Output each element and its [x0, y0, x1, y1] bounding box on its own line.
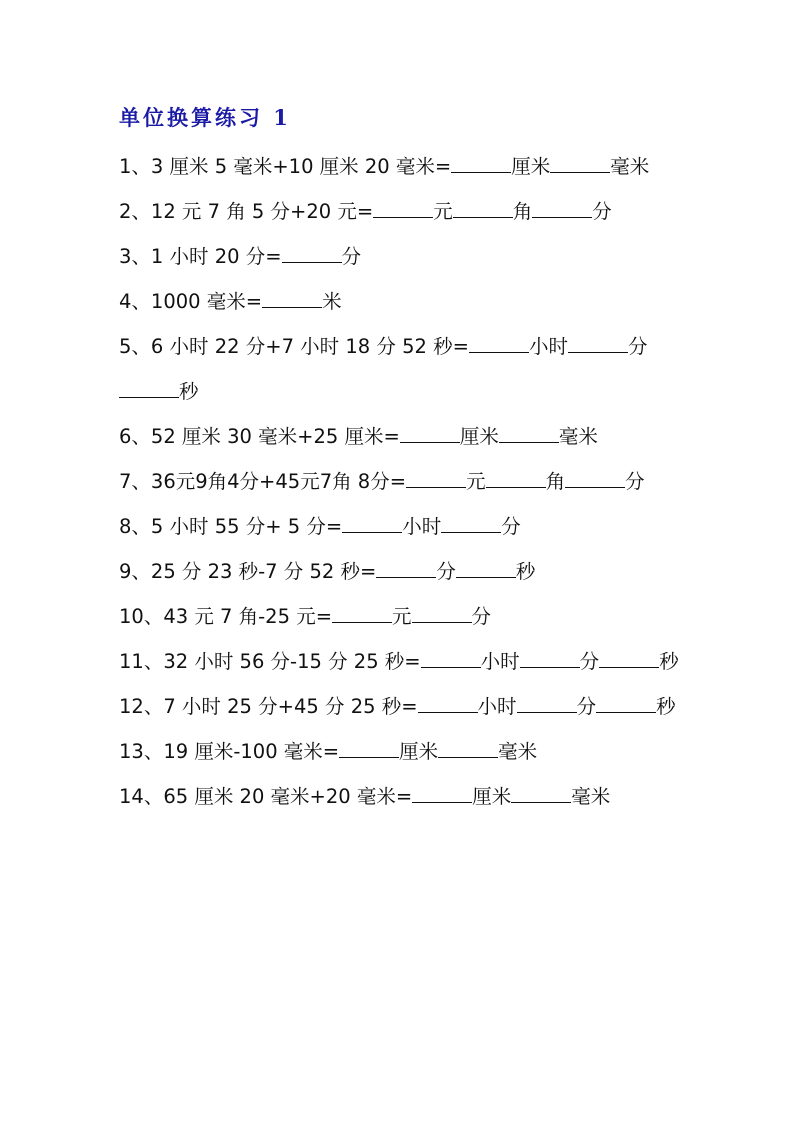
question-number: 11、 — [119, 650, 164, 673]
worksheet-page — [119, 100, 679, 819]
question-item — [119, 324, 679, 414]
answer-blank[interactable] — [550, 156, 610, 173]
question-number: 2、 — [119, 200, 151, 223]
question-expression: 52 厘米 30 毫米+25 厘米= — [150, 425, 400, 448]
unit-label: 毫米 — [498, 740, 538, 763]
unit-label: 元 — [392, 605, 412, 628]
question-item — [119, 414, 679, 459]
unit-label: 元 — [433, 200, 453, 223]
question-item — [119, 234, 679, 279]
question-number: 3、 — [119, 245, 151, 268]
answer-blank[interactable] — [499, 426, 559, 443]
question-item — [119, 504, 679, 549]
answer-blank[interactable] — [412, 786, 472, 803]
unit-label: 秒 — [656, 695, 676, 718]
answer-blank[interactable] — [596, 696, 656, 713]
question-expression: 5 小时 55 分+ 5 分= — [150, 515, 343, 538]
answer-blank[interactable] — [520, 651, 580, 668]
answer-blank[interactable] — [453, 201, 513, 218]
unit-label: 厘米 — [399, 740, 439, 763]
answer-blank[interactable] — [332, 606, 392, 623]
answer-blank[interactable] — [418, 696, 478, 713]
answer-blank[interactable] — [412, 606, 472, 623]
question-number: 10、 — [119, 605, 164, 628]
unit-label: 米 — [322, 290, 342, 313]
question-number: 9、 — [119, 560, 151, 583]
answer-blank[interactable] — [119, 381, 179, 398]
answer-blank[interactable] — [486, 471, 546, 488]
question-item — [119, 459, 679, 504]
unit-label: 分 — [625, 470, 645, 493]
question-expression: 32 小时 56 分-15 分 25 秒= — [163, 650, 421, 673]
unit-label: 小时 — [528, 335, 568, 358]
question-number: 4、 — [119, 290, 151, 313]
unit-label: 分 — [627, 335, 648, 358]
answer-blank[interactable] — [568, 336, 628, 353]
question-expression: 65 厘米 20 毫米+20 毫米= — [163, 785, 413, 808]
unit-label: 分 — [501, 515, 521, 538]
question-item — [119, 639, 679, 684]
question-number: 7、 — [119, 470, 151, 493]
answer-blank[interactable] — [441, 516, 501, 533]
answer-blank[interactable] — [342, 516, 402, 533]
unit-label: 小时 — [477, 695, 517, 718]
answer-blank[interactable] — [456, 561, 516, 578]
worksheet-title: 单位换算练习 1 — [119, 105, 291, 130]
answer-blank[interactable] — [400, 426, 460, 443]
question-expression: 25 分 23 秒-7 分 52 秒= — [150, 560, 377, 583]
question-item — [119, 144, 679, 189]
unit-label: 厘米 — [459, 425, 499, 448]
answer-blank[interactable] — [373, 201, 433, 218]
question-list — [119, 144, 679, 819]
answer-blank[interactable] — [469, 336, 529, 353]
answer-blank[interactable] — [517, 696, 577, 713]
unit-label: 角 — [545, 470, 566, 493]
unit-label: 元 — [466, 470, 486, 493]
question-expression: 6 小时 22 分+7 小时 18 分 52 秒= — [150, 335, 469, 358]
question-expression: 12 元 7 角 5 分+20 元= — [150, 200, 374, 223]
question-item — [119, 684, 679, 729]
unit-label: 小时 — [480, 650, 520, 673]
answer-blank[interactable] — [599, 651, 659, 668]
answer-blank[interactable] — [451, 156, 511, 173]
unit-label: 分 — [576, 695, 597, 718]
question-number: 5、 — [119, 335, 151, 358]
unit-label: 秒 — [179, 380, 199, 403]
unit-label: 分 — [436, 560, 456, 583]
question-expression: 43 元 7 角-25 元= — [163, 605, 333, 628]
unit-label: 秒 — [659, 650, 679, 673]
question-item — [119, 594, 679, 639]
question-expression: 1000 毫米= — [150, 290, 263, 313]
question-item — [119, 729, 679, 774]
question-number: 12、 — [119, 695, 164, 718]
question-number: 1、 — [119, 155, 151, 178]
unit-label: 毫米 — [610, 155, 650, 178]
answer-blank[interactable] — [262, 291, 322, 308]
question-number: 14、 — [119, 785, 164, 808]
answer-blank[interactable] — [376, 561, 436, 578]
unit-label: 毫米 — [558, 425, 598, 448]
unit-label: 秒 — [515, 560, 536, 583]
question-expression: 19 厘米-100 毫米= — [163, 740, 340, 763]
unit-label: 厘米 — [511, 155, 551, 178]
answer-blank[interactable] — [438, 741, 498, 758]
question-expression: 36元9角4分+45元7角 8分= — [150, 470, 407, 493]
question-expression: 3 厘米 5 毫米+10 厘米 20 毫米= — [150, 155, 452, 178]
question-expression: 1 小时 20 分= — [150, 245, 282, 268]
unit-label: 毫米 — [571, 785, 611, 808]
question-item — [119, 549, 679, 594]
answer-blank[interactable] — [532, 201, 592, 218]
question-number: 6、 — [119, 425, 151, 448]
question-expression: 7 小时 25 分+45 分 25 秒= — [163, 695, 418, 718]
unit-label: 分 — [341, 245, 362, 268]
unit-label: 小时 — [402, 515, 442, 538]
unit-label: 分 — [579, 650, 600, 673]
answer-blank[interactable] — [421, 651, 481, 668]
question-item — [119, 279, 679, 324]
answer-blank[interactable] — [565, 471, 625, 488]
question-number: 8、 — [119, 515, 151, 538]
answer-blank[interactable] — [406, 471, 466, 488]
answer-blank[interactable] — [282, 246, 342, 263]
answer-blank[interactable] — [511, 786, 571, 803]
unit-label: 分 — [471, 605, 492, 628]
unit-label: 角 — [512, 200, 533, 223]
question-item — [119, 189, 679, 234]
unit-label: 厘米 — [472, 785, 512, 808]
question-number: 13、 — [119, 740, 164, 763]
unit-label: 分 — [592, 200, 612, 223]
answer-blank[interactable] — [339, 741, 399, 758]
question-item — [119, 774, 679, 819]
